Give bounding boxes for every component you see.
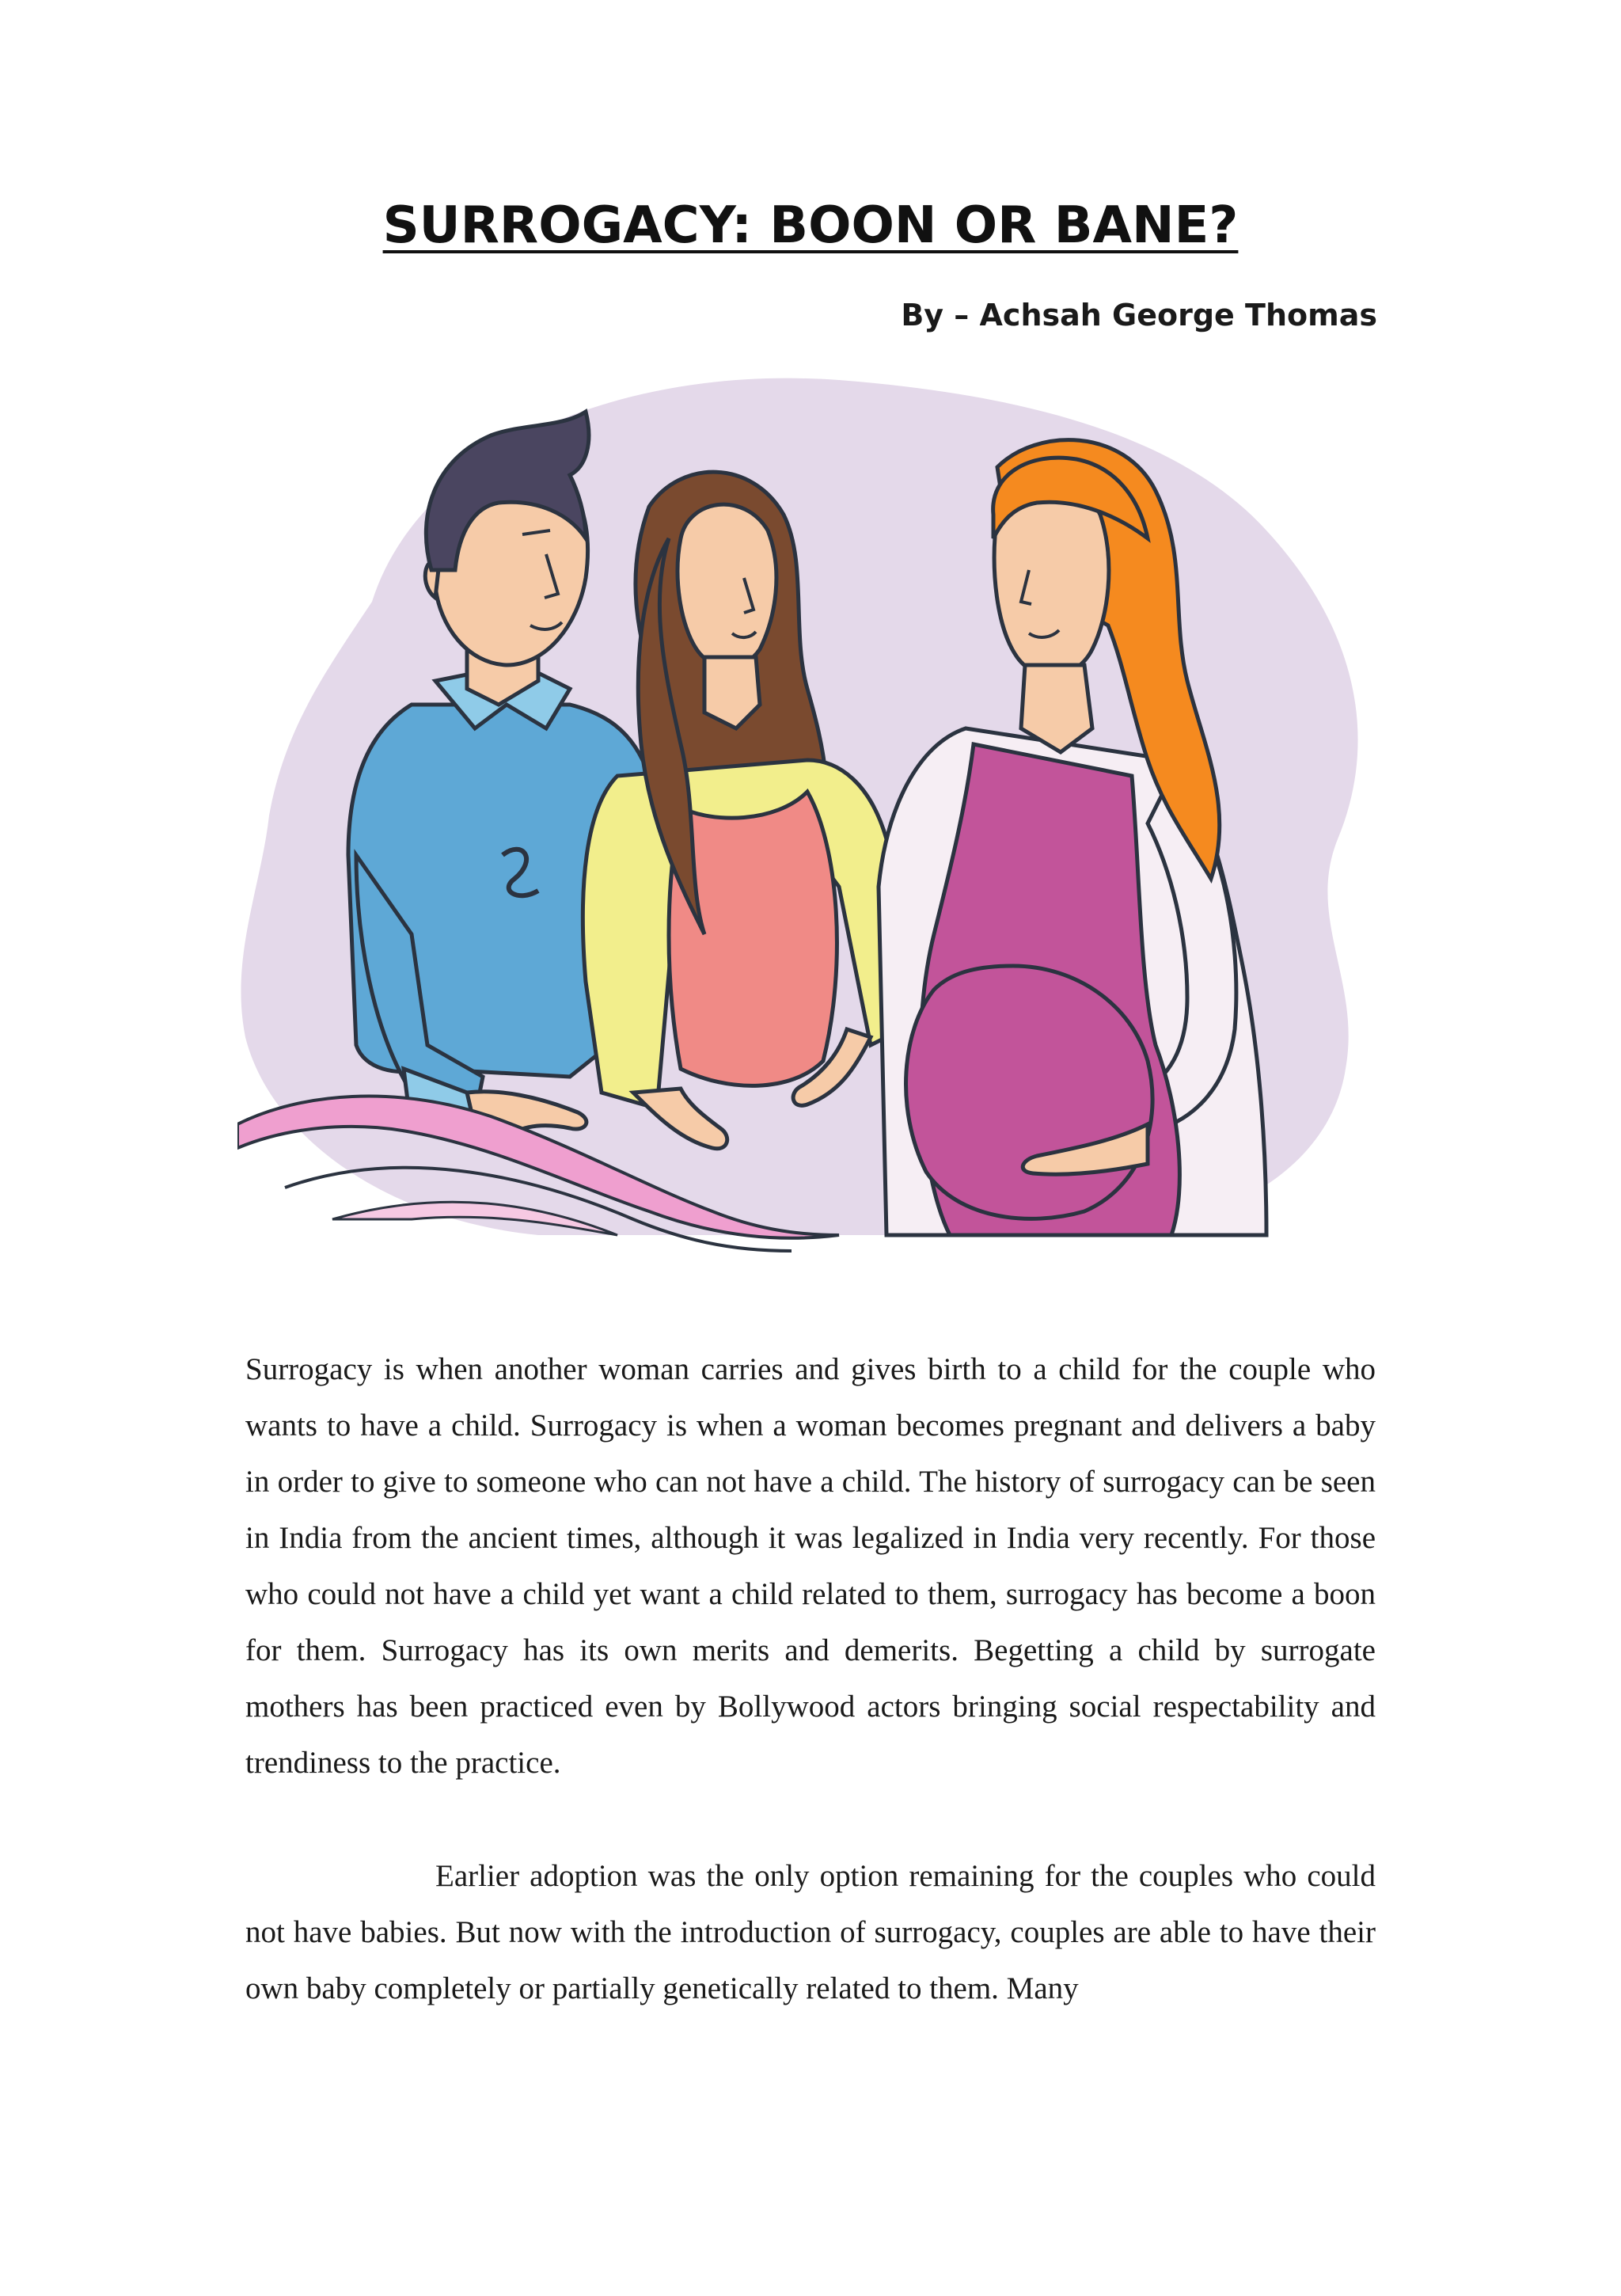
paragraph-2: Earlier adoption was the only option remaining for the couples who could not have babies. But now with the introduction of surrogacy, couples are able to have their own baby completely or partially genetically related to them. Many (245, 1859, 1376, 2005)
paragraph-1: Surrogacy is when another woman carries and gives birth to a child for the couple who wants to have a child. Surrogacy is when a woman becomes pregnant and delivers a baby in order to give to someone who can not have a child. The history of surrogacy can be seen in India from the ancient times, although it was legalized in India very recently. For those who could not have a child yet want a child related to them, surrogacy has become a boon for them. Surrogacy has its own merits and demerits. Begetting a child by surrogate mothers has been practiced even by Bollywood actors bringing social respectability and trendiness to the practice. (245, 1352, 1376, 1780)
page-title: SURROGACY: BOON OR BANE? (382, 196, 1239, 255)
surrogacy-illustration (237, 333, 1385, 1322)
author-byline: By – Achsah George Thomas (901, 298, 1377, 333)
